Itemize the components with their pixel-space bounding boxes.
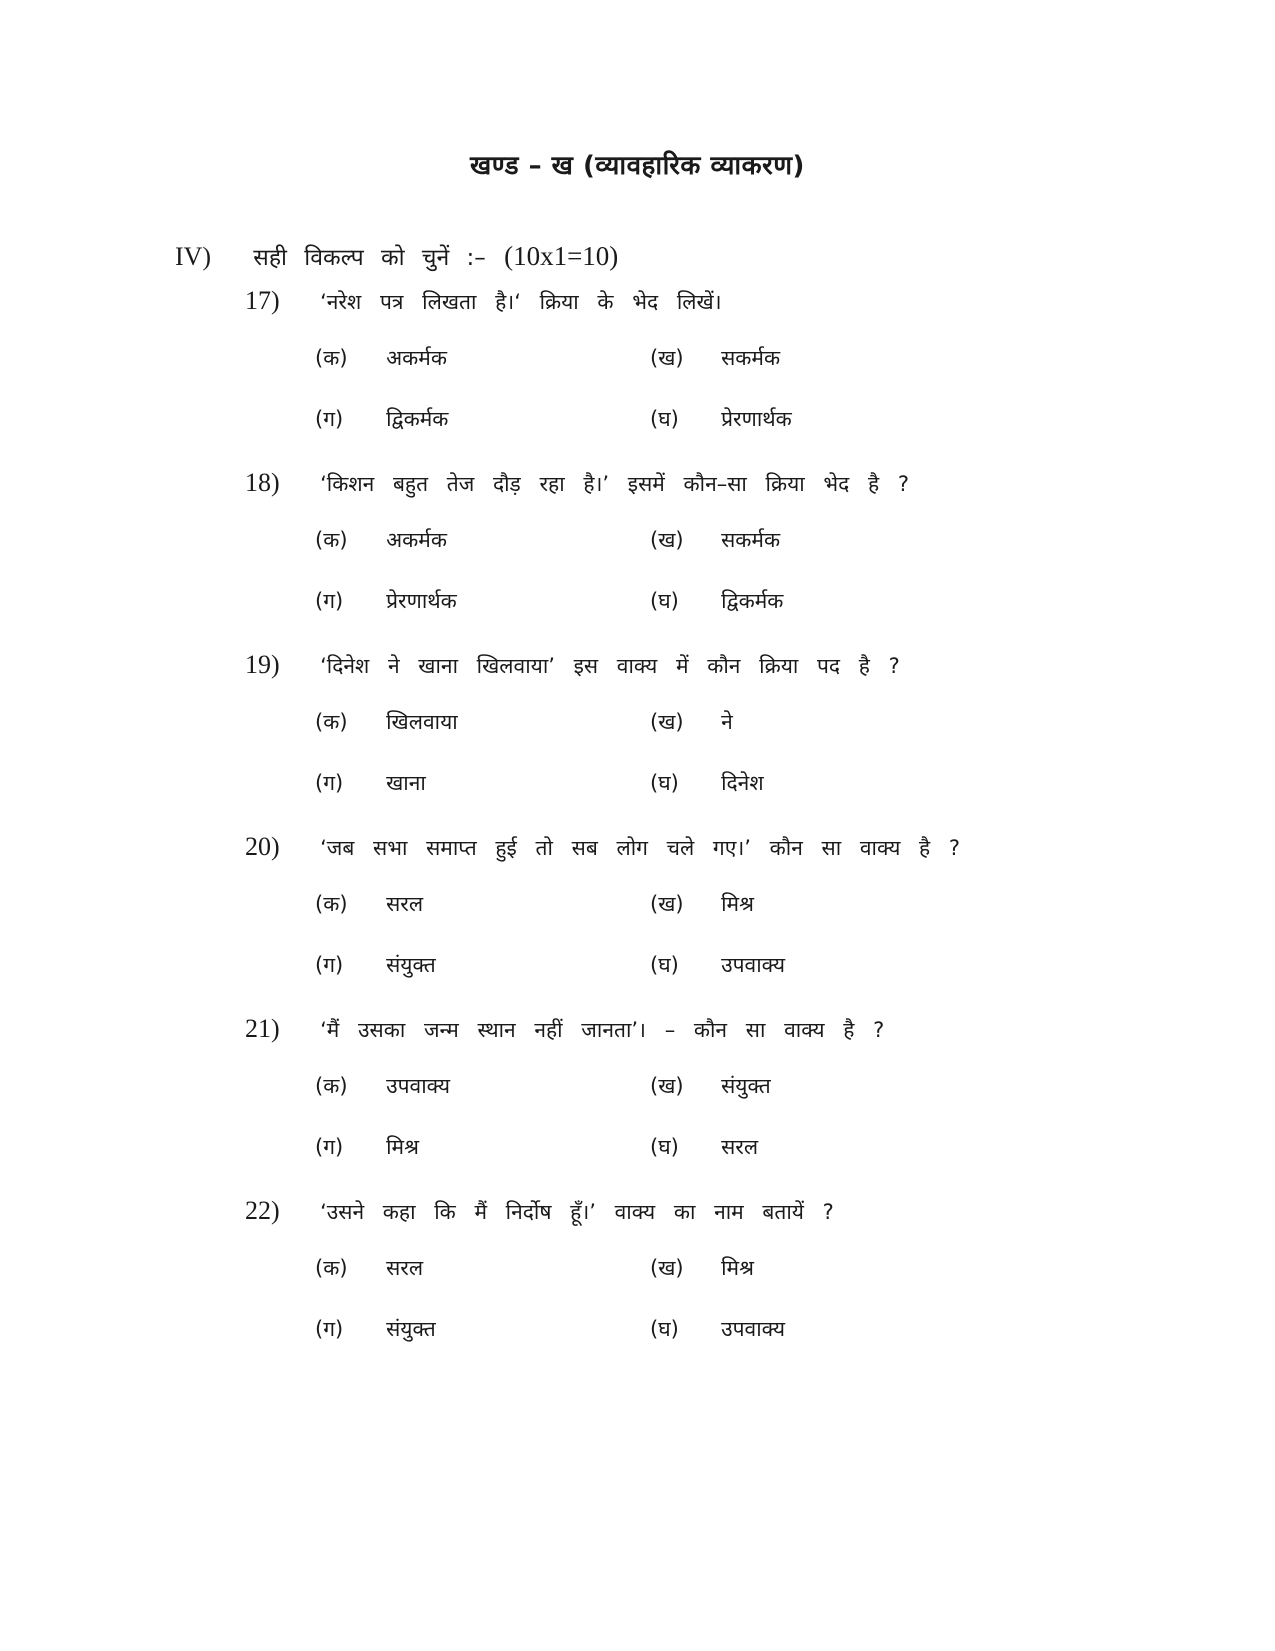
option-ga xyxy=(315,951,436,979)
question-text: ‘मैं उसका जन्म स्थान नहीं जानता’। – कौन सा वाक्य है ? xyxy=(320,1018,885,1042)
option-label: (ग) xyxy=(315,1135,344,1159)
option-text: द्विकर्मक xyxy=(721,589,784,613)
option-ka xyxy=(315,1072,450,1100)
option-text: मिश्र xyxy=(386,1135,419,1159)
option-gha xyxy=(650,951,785,979)
option-text: द्विकर्मक xyxy=(386,407,449,431)
question-18 xyxy=(245,468,1245,648)
option-text: मिश्र xyxy=(721,1256,754,1280)
option-label: (ग) xyxy=(315,589,344,613)
option-ka xyxy=(315,526,447,554)
option-text: सरल xyxy=(386,892,424,916)
option-ga xyxy=(315,587,457,615)
option-text: अकर्मक xyxy=(386,528,447,552)
instruction-marks: (10x1=10) xyxy=(504,241,619,271)
option-label: (घ) xyxy=(650,1317,679,1341)
option-label: (क) xyxy=(315,1074,348,1098)
option-gha xyxy=(650,587,783,615)
option-text: उपवाक्य xyxy=(386,1074,451,1098)
question-21 xyxy=(245,1014,1245,1194)
question-text: ‘दिनेश ने खाना खिलवाया’ इस वाक्य में कौन क्रिया पद है ? xyxy=(320,654,900,678)
option-label: (घ) xyxy=(650,953,679,977)
option-label: (घ) xyxy=(650,771,679,795)
option-label: (घ) xyxy=(650,407,679,431)
option-kha xyxy=(650,708,733,736)
question-line xyxy=(245,1014,884,1044)
option-gha xyxy=(650,769,764,797)
question-number: 18) xyxy=(245,468,280,497)
option-text: संयुक्त xyxy=(386,953,436,977)
option-gha xyxy=(650,1133,758,1161)
question-line xyxy=(245,286,722,316)
option-ka xyxy=(315,708,458,736)
option-label: (क) xyxy=(315,710,348,734)
question-20 xyxy=(245,832,1245,1012)
option-label: (ग) xyxy=(315,953,344,977)
question-text: ‘उसने कहा कि मैं निर्दोष हूँ।’ वाक्य का नाम बतायें ? xyxy=(320,1200,834,1224)
question-22 xyxy=(245,1196,1245,1376)
instruction-number: IV) xyxy=(175,242,212,271)
option-kha xyxy=(650,526,780,554)
option-text: संयुक्त xyxy=(386,1317,436,1341)
option-label: (ख) xyxy=(650,346,684,370)
question-number: 21) xyxy=(245,1014,280,1043)
option-kha xyxy=(650,890,754,918)
option-label: (घ) xyxy=(650,589,679,613)
option-label: (क) xyxy=(315,892,348,916)
option-text: सकर्मक xyxy=(721,346,781,370)
option-label: (ख) xyxy=(650,1074,684,1098)
option-label: (ख) xyxy=(650,892,684,916)
option-text: प्रेरणार्थक xyxy=(386,589,457,613)
option-text: खाना xyxy=(386,771,426,795)
option-ga xyxy=(315,1133,419,1161)
option-text: खिलवाया xyxy=(386,710,458,734)
question-text: ‘किशन बहुत तेज दौड़ रहा है।’ इसमें कौन–सा क्रिया भेद है ? xyxy=(320,472,909,496)
option-kha xyxy=(650,1072,771,1100)
option-text: प्रेरणार्थक xyxy=(721,407,792,431)
option-label: (ग) xyxy=(315,1317,344,1341)
question-line xyxy=(245,1196,834,1226)
instruction-line xyxy=(175,240,618,272)
question-17 xyxy=(245,286,1245,466)
option-label: (ग) xyxy=(315,407,344,431)
question-line xyxy=(245,650,900,680)
question-text: ‘जब सभा समाप्त हुई तो सब लोग चले गए।’ कौन सा वाक्य है ? xyxy=(320,836,961,860)
question-number: 17) xyxy=(245,286,280,315)
question-text: ‘नरेश पत्र लिखता है।‘ क्रिया के भेद लिखें। xyxy=(320,290,722,314)
option-ka xyxy=(315,890,423,918)
option-label: (क) xyxy=(315,1256,348,1280)
option-text: सकर्मक xyxy=(721,528,781,552)
section-title: खण्ड – ख (व्यावहारिक व्याकरण) xyxy=(470,151,805,181)
option-text: दिनेश xyxy=(721,771,764,795)
option-text: सरल xyxy=(721,1135,759,1159)
option-kha xyxy=(650,344,780,372)
option-text: मिश्र xyxy=(721,892,754,916)
option-text: संयुक्त xyxy=(721,1074,771,1098)
question-number: 22) xyxy=(245,1196,280,1225)
option-ga xyxy=(315,769,426,797)
option-label: (ग) xyxy=(315,771,344,795)
question-number: 20) xyxy=(245,832,280,861)
option-label: (क) xyxy=(315,528,348,552)
option-text: उपवाक्य xyxy=(721,953,786,977)
option-ga xyxy=(315,1315,436,1343)
question-number: 19) xyxy=(245,650,280,679)
option-text: उपवाक्य xyxy=(721,1317,786,1341)
question-line xyxy=(245,468,909,498)
option-text: ने xyxy=(721,710,733,734)
option-ka xyxy=(315,1254,423,1282)
option-gha xyxy=(650,1315,785,1343)
option-gha xyxy=(650,405,792,433)
option-label: (ख) xyxy=(650,710,684,734)
option-text: अकर्मक xyxy=(386,346,447,370)
option-label: (ख) xyxy=(650,528,684,552)
option-label: (ख) xyxy=(650,1256,684,1280)
option-ga xyxy=(315,405,448,433)
question-line xyxy=(245,832,960,862)
option-text: सरल xyxy=(386,1256,424,1280)
option-label: (क) xyxy=(315,346,348,370)
option-label: (घ) xyxy=(650,1135,679,1159)
option-ka xyxy=(315,344,447,372)
instruction-text: सही विकल्प को चुनें :– xyxy=(253,245,486,271)
option-kha xyxy=(650,1254,754,1282)
question-19 xyxy=(245,650,1245,830)
